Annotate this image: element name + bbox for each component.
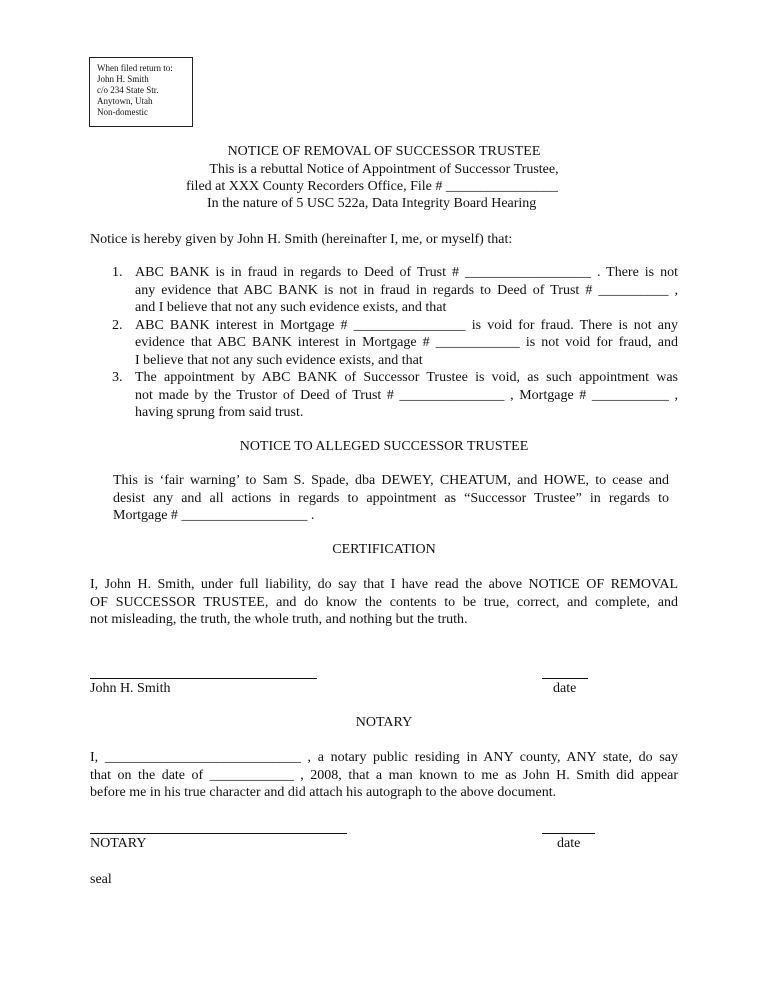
numbered-list <box>112 264 678 422</box>
return-status: Non-domestic <box>97 107 148 117</box>
header-line-4: In the nature of 5 USC 522a, Data Integrity Board Hearing <box>207 196 537 211</box>
notice-paragraph <box>113 472 669 525</box>
date-label: date <box>553 681 577 696</box>
notary-paragraph <box>90 749 678 802</box>
date-line <box>542 678 588 679</box>
item-line: ABC BANK interest in Mortgage # ________________ is void for fraud. There is not any <box>135 317 678 333</box>
list-item <box>112 317 678 370</box>
certification-heading: CERTIFICATION <box>332 542 436 557</box>
notary-date-line <box>542 833 595 834</box>
notary-signature-line <box>90 833 347 834</box>
item-number: 2. <box>112 317 123 333</box>
certification-paragraph <box>90 576 678 629</box>
item-line: and I believe that not any such evidence exists, and that <box>135 300 447 315</box>
header-line-3: filed at XXX County Recorders Office, File # ________________ <box>186 179 558 194</box>
notary-line: that on the date of ____________ , 2008, that a man known to me as John H. Smith did appear <box>90 767 678 783</box>
item-line: I believe that not any such evidence exists, and that <box>135 352 423 368</box>
notice-line: desist any and all actions in regards to appointment as “Successor Trustee” in regards to <box>113 490 669 506</box>
certification-line: not misleading, the truth, the whole truth, and nothing but the truth. <box>90 612 468 627</box>
signer-name: John H. Smith <box>90 681 171 696</box>
header-line-2: This is a rebuttal Notice of Appointment of Successor Trustee, <box>209 162 559 177</box>
item-number: 3. <box>112 370 123 385</box>
intro-paragraph: Notice is hereby given by John H. Smith (hereinafter I, me, or myself) that: <box>90 232 513 247</box>
document-title: NOTICE OF REMOVAL OF SUCCESSOR TRUSTEE <box>227 144 541 159</box>
certification-line: OF SUCCESSOR TRUSTEE, and do know the contents to be true, correct, and complete, and <box>90 594 678 610</box>
notice-heading: NOTICE TO ALLEGED SUCCESSOR TRUSTEE <box>239 439 529 454</box>
return-address-box <box>89 57 193 127</box>
notary-line: I, ____________________________ , a notary public residing in ANY county, ANY state, do say <box>90 750 678 765</box>
return-street: c/o 234 State Str. <box>97 85 159 95</box>
notice-line: This is ‘fair warning’ to Sam S. Spade, dba DEWEY, CHEATUM, and HOWE, to cease and <box>113 473 669 488</box>
notary-heading: NOTARY <box>355 715 413 730</box>
return-name: John H. Smith <box>97 74 149 84</box>
notary-date-label: date <box>557 836 581 851</box>
return-label: When filed return to: <box>97 63 173 73</box>
notice-line: Mortgage # __________________ . <box>113 508 315 523</box>
seal-label: seal <box>90 872 112 887</box>
item-line: not made by the Trustor of Deed of Trust # _______________ , Mortgage # ___________ , <box>135 387 678 403</box>
item-line: evidence that ABC BANK interest in Mortgage # ____________ is not void for fraud, and <box>135 335 678 350</box>
notary-line: before me in his true character and did attach his autograph to the above document. <box>90 785 557 800</box>
list-item <box>112 264 678 317</box>
item-line: The appointment by ABC BANK of Successor Trustee is void, as such appointment was <box>135 370 678 385</box>
item-number: 1. <box>112 265 123 280</box>
return-city: Anytown, Utah <box>97 96 153 106</box>
notary-signer-label: NOTARY <box>90 836 147 851</box>
certification-line: I, John H. Smith, under full liability, do say that I have read the above NOTICE OF REMOVAL <box>90 577 678 592</box>
item-line: any evidence that ABC BANK is not in fraud in regards to Deed of Trust # __________ , <box>135 282 678 298</box>
item-line: ABC BANK is in fraud in regards to Deed of Trust # __________________ . There is not <box>135 265 678 280</box>
list-item <box>112 369 678 422</box>
item-line: having sprung from said trust. <box>135 405 304 420</box>
signature-line <box>90 678 317 679</box>
